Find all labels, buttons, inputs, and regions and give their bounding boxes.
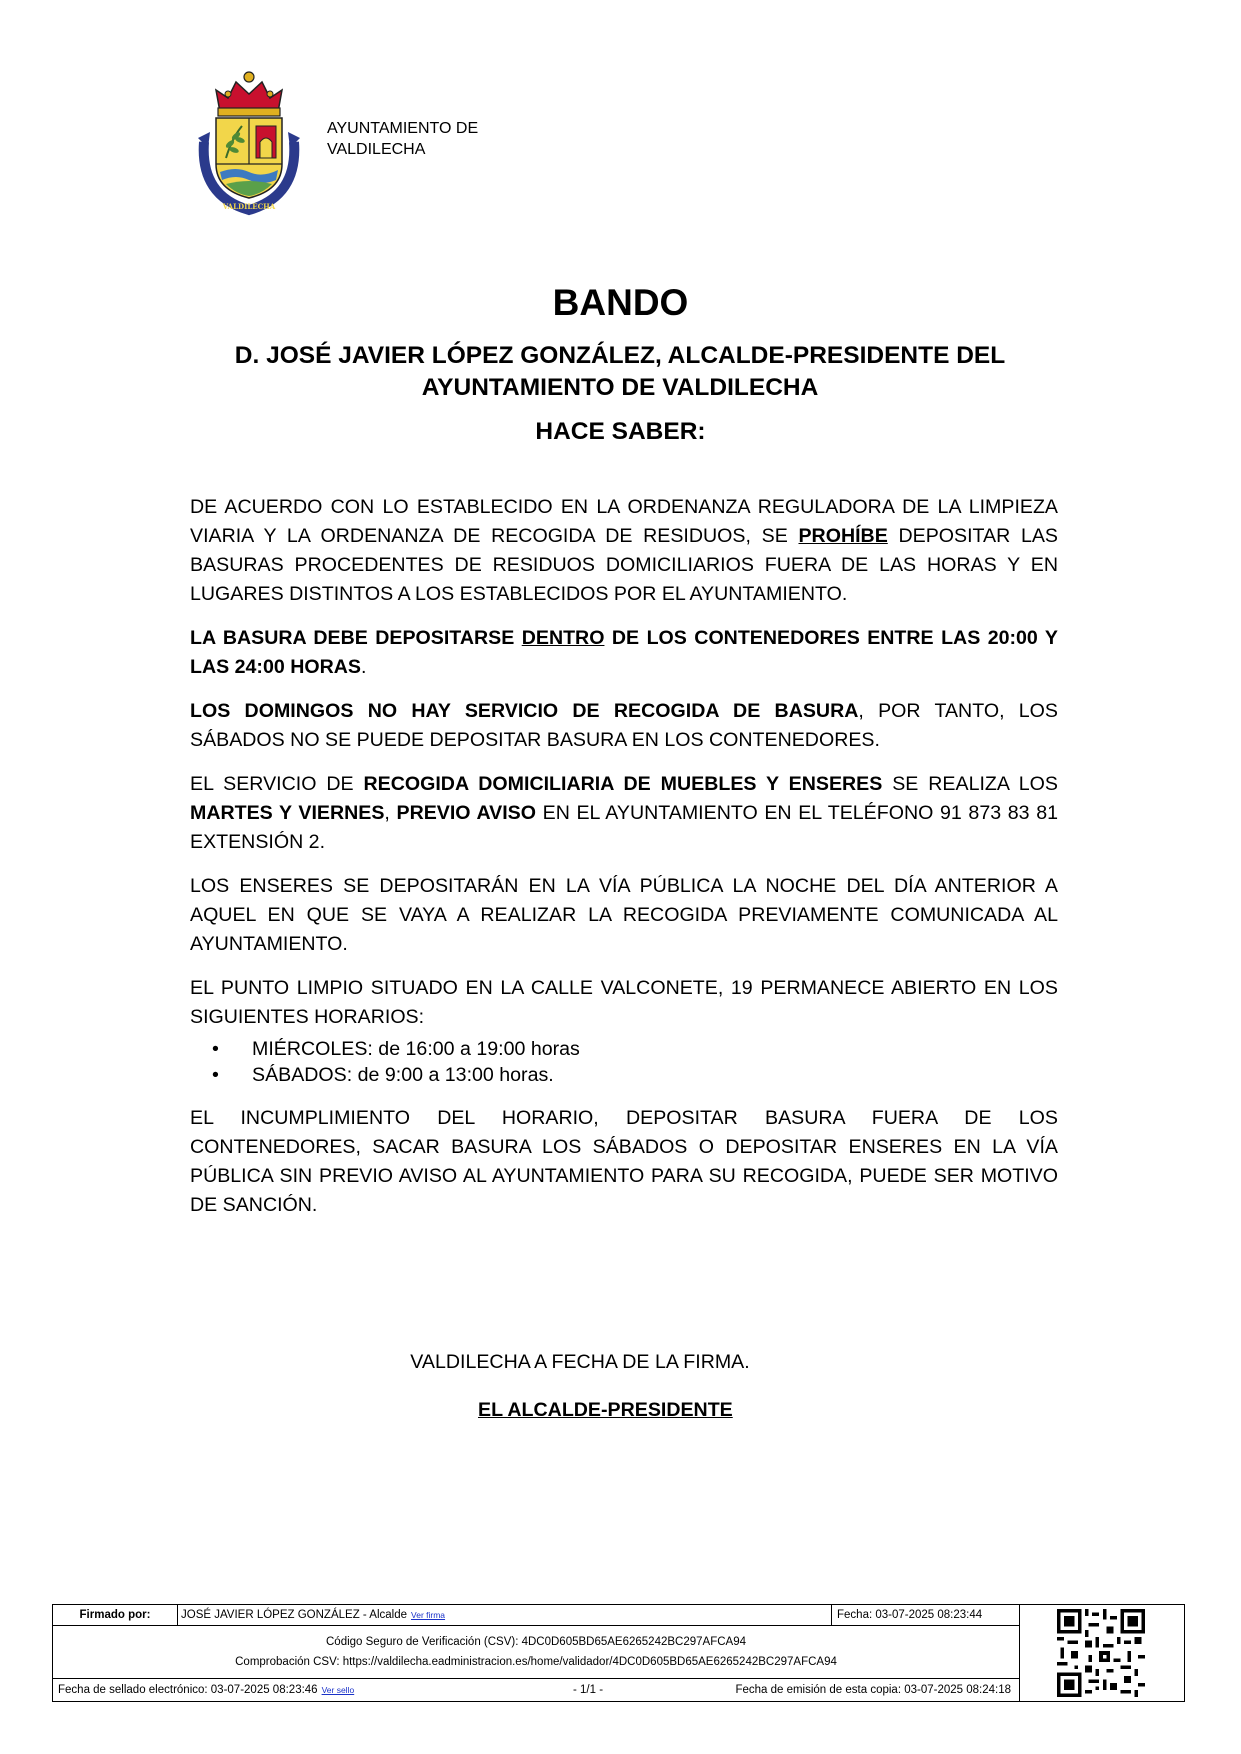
signer-name-text: JOSÉ JAVIER LÓPEZ GONZÁLEZ - Alcalde [181,1609,408,1621]
signature-verification-footer [52,1604,1185,1702]
p1-text-end: DEPOSITAR LAS BASURAS PROCEDENTES DE RESIDUOS DOMICILIARIOS FUERA DE LAS HORAS Y EN LUGARES DISTINTOS A LOS ESTABLECIDOS POR EL AYUNTAMIENTO. [190,525,1058,605]
crest-motto: VALDILECHA [222,202,276,211]
page-number: - 1/1 - [573,1684,604,1696]
csv-check-url[interactable]: Comprobación CSV: https://valdilecha.eadministracion.es/home/validador/4DC0D605BD65AE6265242BC297AFCA94 [235,1656,837,1668]
org-line-1: AYUNTAMIENTO DE [327,120,479,137]
p4-text-2: SE REALIZA LOS [882,773,1058,795]
signer-name [181,1605,881,1625]
p1-prohibe: PROHÍBE [798,525,888,547]
paragraph-furniture [190,770,1058,857]
hace-saber-heading: HACE SABER: [535,418,706,445]
p2-text: LA BASURA DEBE DEPOSITARSE [190,627,522,649]
municipal-crest-logo [196,68,302,216]
p4-service: RECOGIDA DOMICILIARIA DE MUEBLES Y ENSERES [363,773,883,795]
view-signature-link[interactable]: Ver firma [411,1610,446,1620]
hours-item-wednesday: • MIÉRCOLES: de 16:00 a 19:00 horas [252,1036,1058,1062]
organization-name [327,118,478,160]
footer-signature-row [53,1605,1019,1626]
document-title: BANDO [552,282,689,323]
signature-date: Fecha: 03-07-2025 08:23:44 [831,1605,1019,1625]
signer-title: EL ALCALDE-PRESIDENTE [478,1399,733,1421]
p1-text: DE ACUERDO CON LO ESTABLECIDO EN LA ORDENANZA REGULADORA DE LA LIMPIEZA VIARIA Y LA ORDENANZA DE RECOGIDA DE RESIDUOS, SE [190,496,1058,547]
paragraph-schedule [190,624,1058,682]
footer-seal-row [53,1679,1019,1701]
p4-comma: , [384,802,397,824]
p4-text-1: EL SERVICIO DE [190,773,364,795]
p3-bold: LOS DOMINGOS NO HAY SERVICIO DE RECOGIDA DE BASURA [190,700,859,722]
copy-issue-date: Fecha de emisión de esta copia: 03-07-2025 08:24:18 [735,1684,1011,1696]
qr-code-icon [1057,1609,1145,1697]
place-date-line: VALDILECHA A FECHA DE LA FIRMA. [410,1351,750,1373]
signed-by-label: Firmado por: [53,1605,178,1625]
hours-item-saturday: • SÁBADOS: de 9:00 a 13:00 horas. [252,1062,1058,1088]
footer-csv-block [53,1626,1019,1679]
p2-period: . [360,656,367,678]
paragraph-enseres: LOS ENSERES SE DEPOSITARÁN EN LA VÍA PÚBLICA LA NOCHE DEL DÍA ANTERIOR A AQUEL EN QUE SE VAYA A REALIZAR LA RECOGIDA PREVIAMENTE COMUNICADA AL AYUNTAMIENTO. [190,875,1058,955]
p3-text: , POR TANTO, LOS SÁBADOS NO SE PUEDE DEPOSITAR BASURA EN LOS CONTENEDORES. [190,700,1058,751]
opening-hours-list [190,1036,1058,1088]
paragraph-sanction: EL INCUMPLIMIENTO DEL HORARIO, DEPOSITAR BASURA FUERA DE LOS CONTENEDORES, SACAR BASURA LOS SÁBADOS O DEPOSITAR ENSERES EN LA VÍA PÚBLICA SIN PREVIO AVISO AL AYUNTAMIENTO PARA SU RECOGIDA, PUEDE SER MOTIVO DE SANCIÓN. [190,1107,1058,1216]
p4-phone: EN EL AYUNTAMIENTO EN EL TELÉFONO 91 873 83 81 EXTENSIÓN 2. [190,802,1058,853]
org-line-2: VALDILECHA [327,141,426,158]
p4-days: MARTES Y VIERNES [190,802,385,824]
mayor-heading: D. JOSÉ JAVIER LÓPEZ GONZÁLEZ, ALCALDE-PRESIDENTE DEL AYUNTAMIENTO DE VALDILECHA [234,342,1006,401]
seal-date-text: Fecha de sellado electrónico: 03-07-2025 08:23:46 [58,1684,318,1696]
p2-hours: DE LOS CONTENEDORES ENTRE LAS 20:00 Y LAS 24:00 HORAS [190,627,1058,678]
view-seal-link[interactable]: Ver sello [321,1685,355,1695]
paragraph-punto-limpio: EL PUNTO LIMPIO SITUADO EN LA CALLE VALCONETE, 19 PERMANECE ABIERTO EN LOS SIGUIENTES HORARIOS: [190,977,1058,1028]
p2-dentro: DENTRO [521,627,605,649]
notice-body [190,493,1058,1235]
paragraph-prohibition [190,493,1058,609]
seal-date [58,1679,354,1701]
paragraph-sundays [190,697,1058,755]
csv-code: Código Seguro de Verificación (CSV): 4DC0D605BD65AE6265242BC297AFCA94 [326,1636,746,1648]
qr-code-cell [1019,1605,1185,1701]
p4-notice: PREVIO AVISO [396,802,536,824]
